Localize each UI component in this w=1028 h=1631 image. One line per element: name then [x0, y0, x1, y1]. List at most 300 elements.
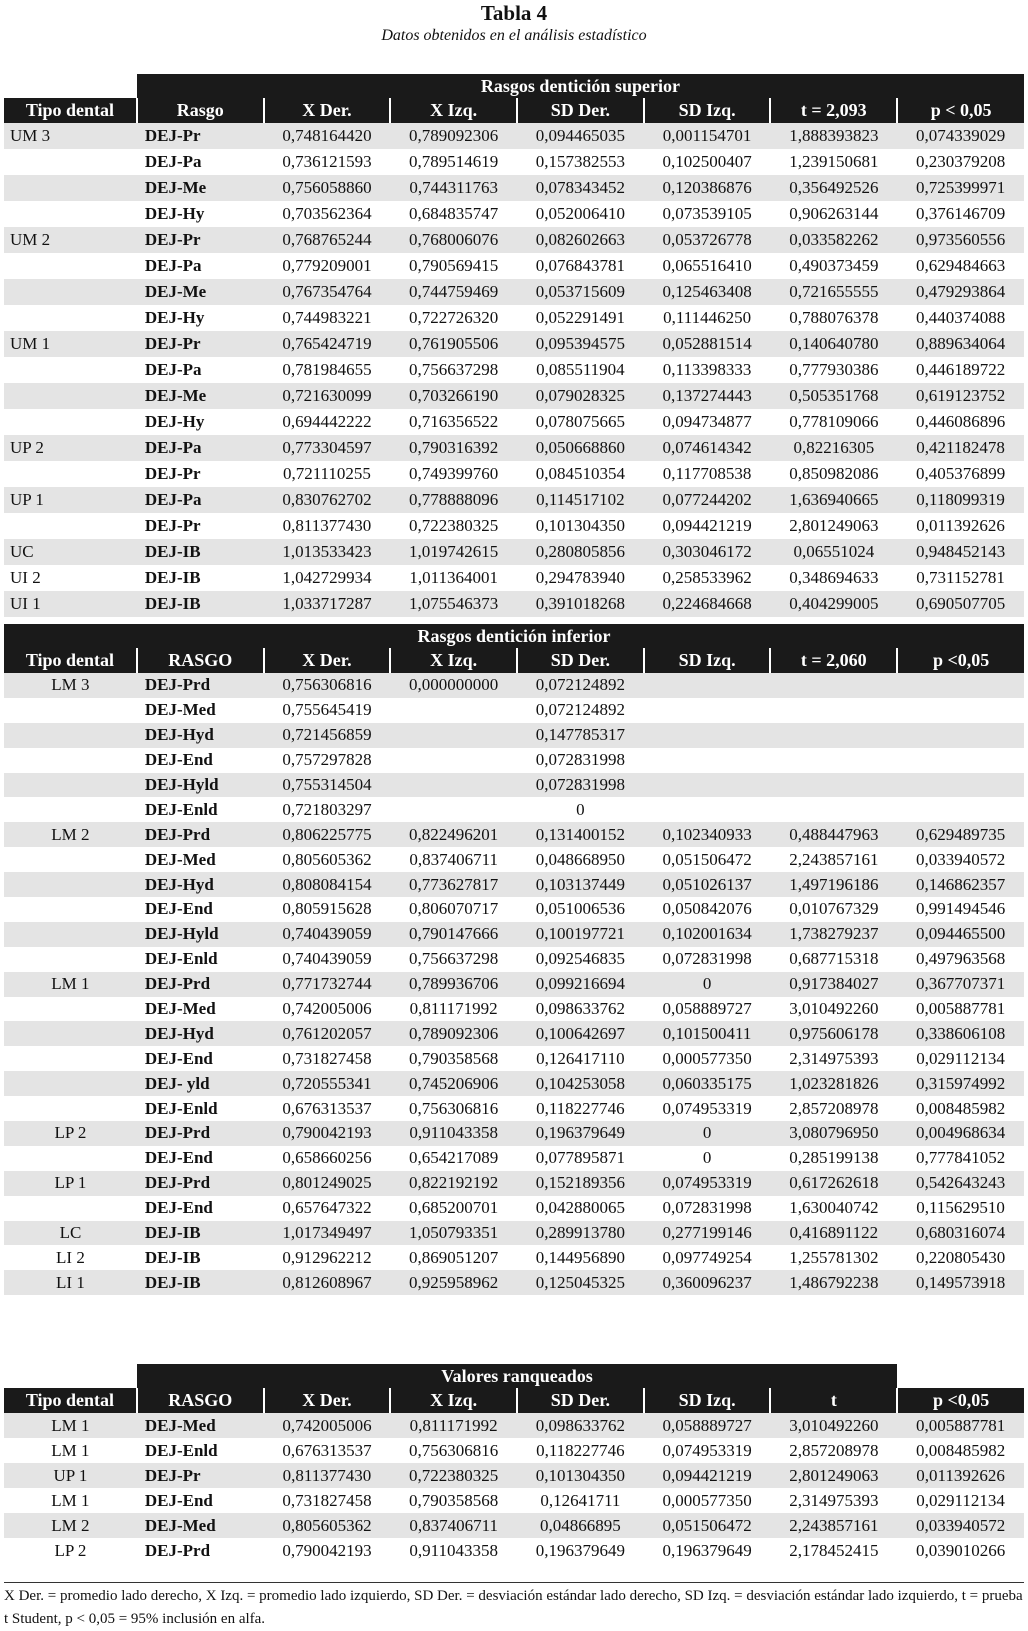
superior-table-body — [4, 123, 1024, 617]
value-cell: 0,098633762 — [535, 999, 625, 1019]
table-row — [4, 723, 1024, 748]
value-cell: 0,051006536 — [535, 899, 625, 919]
trait-cell: DEJ-Hyd — [144, 874, 214, 894]
value-cell: 0,722726320 — [409, 308, 499, 327]
trait-cell: DEJ-Pa — [144, 152, 202, 171]
tooth-type-cell: UM 1 — [10, 334, 51, 353]
column-header: X Izq. — [390, 648, 517, 673]
tooth-type-cell — [4, 922, 137, 947]
trait-cell: DEJ-IB — [144, 594, 201, 613]
value-cell: 0,120386876 — [662, 178, 752, 197]
value-cell: 0,917384027 — [789, 974, 879, 994]
value-cell: 0,072831998 — [535, 750, 625, 770]
value-cell: 0,101304350 — [535, 1465, 625, 1485]
value-cell: 0,06551024 — [793, 542, 875, 561]
value-cell: 0,072124892 — [535, 675, 625, 695]
column-header: X Der. — [264, 648, 391, 673]
inferior-group-header: Rasgos dentición inferior — [4, 624, 1024, 648]
tooth-type-cell — [4, 409, 137, 435]
tooth-type-cell: UM 3 — [10, 126, 51, 145]
value-cell: 0,125045325 — [535, 1272, 625, 1292]
value-cell: 0,745206906 — [409, 1073, 499, 1093]
value-cell: 0,948452143 — [915, 542, 1006, 561]
tooth-type-cell — [4, 698, 137, 723]
value-cell: 0,801249025 — [282, 1173, 372, 1193]
trait-cell: DEJ-Enld — [144, 799, 218, 819]
value-cell: 0,338606108 — [915, 1023, 1006, 1043]
tooth-type-cell: UC — [10, 542, 34, 561]
value-cell: 0,790042193 — [282, 1540, 372, 1560]
table-row — [4, 279, 1024, 305]
trait-cell: DEJ-Pr — [144, 516, 201, 535]
tooth-type-cell — [4, 1146, 137, 1171]
value-cell: 0,889634064 — [915, 334, 1006, 353]
table-row — [4, 1196, 1024, 1221]
tooth-type-cell — [4, 279, 137, 305]
trait-cell: DEJ-End — [144, 1148, 213, 1168]
value-cell: 0,149573918 — [915, 1272, 1006, 1292]
value-cell — [390, 723, 517, 748]
value-cell: 0,118227746 — [536, 1098, 625, 1118]
trait-cell: DEJ-Pr — [144, 126, 201, 145]
column-header: RASGO — [137, 1388, 264, 1413]
column-header: SD Der. — [517, 1388, 644, 1413]
table-row — [4, 947, 1024, 972]
value-cell: 0,479293864 — [915, 282, 1006, 301]
value-cell: 1,017349497 — [282, 1223, 372, 1243]
trait-cell: DEJ-Hyd — [144, 1023, 214, 1043]
value-cell — [644, 748, 771, 773]
tooth-type-cell — [4, 872, 137, 897]
value-cell: 0,629489735 — [915, 824, 1006, 844]
table-row — [4, 673, 1024, 698]
value-cell: 0,755314504 — [282, 775, 372, 794]
value-cell: 0,078343452 — [535, 178, 625, 197]
value-cell: 0,052291491 — [535, 308, 625, 327]
table-row — [4, 773, 1024, 798]
value-cell: 0,144956890 — [535, 1247, 625, 1267]
value-cell — [770, 748, 897, 773]
column-header: RASGO — [137, 648, 264, 673]
trait-cell: DEJ-Enld — [144, 949, 218, 969]
value-cell: 0,367707371 — [915, 974, 1006, 994]
value-cell: 0,778888096 — [409, 490, 499, 509]
value-cell: 0,657647322 — [282, 1198, 372, 1218]
table-row — [4, 1538, 1024, 1563]
inferior-dentition-table — [4, 624, 1024, 1295]
value-cell — [644, 773, 771, 798]
value-cell: 0,756637298 — [409, 949, 499, 969]
value-cell: 0,767354764 — [282, 282, 372, 301]
table-row — [4, 922, 1024, 947]
value-cell: 0,789092306 — [409, 1023, 499, 1043]
table-row — [4, 872, 1024, 897]
value-cell — [897, 797, 1024, 822]
value-cell: 0,756306816 — [409, 1098, 499, 1118]
tooth-type-cell: LI 1 — [56, 1272, 85, 1292]
value-cell — [897, 748, 1024, 773]
value-cell: 0,761202057 — [282, 1023, 372, 1043]
table-row — [4, 698, 1024, 723]
value-cell: 0,778109066 — [789, 412, 879, 431]
trait-cell: DEJ-Prd — [144, 1123, 211, 1143]
column-header: Tipo dental — [4, 1388, 137, 1413]
value-cell: 0 — [702, 974, 712, 994]
value-cell: 0,742005006 — [282, 1415, 372, 1435]
value-cell: 0,721803297 — [282, 799, 372, 819]
trait-cell: DEJ-IB — [144, 542, 201, 561]
trait-cell: DEJ-Hy — [144, 308, 205, 327]
value-cell: 0,073539105 — [662, 204, 752, 223]
column-header: p < 0,05 — [897, 98, 1024, 123]
value-cell: 0,676313537 — [282, 1440, 372, 1460]
value-cell: 0,756637298 — [409, 360, 499, 379]
column-header: X Der. — [264, 1388, 391, 1413]
table-row — [4, 1071, 1024, 1096]
value-cell: 0,808084154 — [282, 874, 372, 894]
value-cell: 0,779209001 — [282, 256, 372, 275]
value-cell: 0,005887781 — [915, 1415, 1006, 1435]
table-row — [4, 123, 1024, 149]
value-cell: 0,029112134 — [916, 1048, 1005, 1068]
value-cell: 0,098633762 — [535, 1415, 625, 1435]
value-cell — [770, 673, 897, 698]
value-cell: 0,230379208 — [915, 152, 1006, 171]
value-cell: 0,771732744 — [282, 974, 372, 994]
value-cell: 0,131400152 — [535, 824, 625, 844]
table-row — [4, 461, 1024, 487]
tooth-type-cell — [4, 1196, 137, 1221]
value-cell: 0,850982086 — [789, 464, 879, 483]
value-cell: 0,742005006 — [282, 999, 372, 1019]
trait-cell: DEJ-Med — [144, 1415, 216, 1435]
value-cell: 2,243857161 — [789, 1515, 879, 1535]
value-cell: 0,376146709 — [915, 204, 1006, 223]
table-row — [4, 1046, 1024, 1071]
tooth-type-cell — [4, 305, 137, 331]
table-row — [4, 175, 1024, 201]
ranked-group-header: Valores ranqueados — [137, 1364, 897, 1388]
trait-cell: DEJ-Hyld — [144, 775, 219, 794]
value-cell: 0,033940572 — [915, 1515, 1006, 1535]
value-cell: 0,000000000 — [409, 675, 499, 695]
value-cell: 0,805915628 — [282, 899, 372, 919]
value-cell: 0,102500407 — [662, 152, 752, 171]
value-cell: 0,687715318 — [789, 949, 879, 969]
tooth-type-cell: LI 2 — [56, 1247, 85, 1267]
tooth-type-cell: LP 1 — [54, 1173, 87, 1193]
trait-cell: DEJ-Hyld — [144, 924, 219, 944]
trait-cell: DEJ-Prd — [144, 675, 211, 695]
value-cell: 1,023281826 — [789, 1073, 879, 1093]
tooth-type-cell — [4, 383, 137, 409]
value-cell: 1,019742615 — [409, 542, 499, 561]
value-cell: 0,348694633 — [789, 568, 879, 587]
value-cell: 0,113398333 — [662, 360, 752, 379]
trait-cell: DEJ-Pa — [144, 438, 202, 457]
value-cell: 0,680316074 — [915, 1223, 1006, 1243]
value-cell: 0,094421219 — [662, 516, 752, 535]
trait-cell: DEJ-IB — [144, 568, 201, 587]
value-cell: 1,050793351 — [409, 1223, 499, 1243]
table-row — [4, 1221, 1024, 1246]
value-cell: 0,114517102 — [536, 490, 625, 509]
table-row — [4, 383, 1024, 409]
value-cell: 0,052006410 — [535, 204, 625, 223]
value-cell: 0,004968634 — [915, 1123, 1006, 1143]
value-cell: 1,042729934 — [282, 568, 372, 587]
value-cell: 0,125463408 — [662, 282, 752, 301]
column-header: p <0,05 — [897, 1388, 1024, 1413]
table-row — [4, 487, 1024, 513]
value-cell: 0,115629510 — [916, 1198, 1005, 1218]
value-cell: 0,805605362 — [282, 1515, 372, 1535]
value-cell: 0,790569415 — [409, 256, 499, 275]
value-cell: 0,076843781 — [535, 256, 625, 275]
value-cell: 0,757297828 — [282, 750, 372, 770]
value-cell: 0,196379649 — [535, 1540, 625, 1560]
value-cell: 0,360096237 — [662, 1272, 752, 1292]
value-cell: 0,033582262 — [789, 230, 879, 249]
value-cell: 0,811377430 — [282, 1465, 372, 1485]
value-cell: 0,906263144 — [789, 204, 879, 223]
table-row — [4, 227, 1024, 253]
table-row — [4, 539, 1024, 565]
value-cell: 0,074339029 — [915, 126, 1006, 145]
value-cell: 0,303046172 — [662, 542, 752, 561]
value-cell — [897, 773, 1024, 798]
value-cell: 0,731827458 — [282, 1490, 372, 1510]
value-cell: 1,738279237 — [789, 924, 879, 944]
value-cell — [770, 797, 897, 822]
table-row — [4, 797, 1024, 822]
value-cell — [897, 673, 1024, 698]
table-row — [4, 331, 1024, 357]
table-row — [4, 409, 1024, 435]
value-cell: 0,822496201 — [409, 824, 499, 844]
value-cell: 0,446086896 — [915, 412, 1006, 431]
trait-cell: DEJ-Me — [144, 386, 207, 405]
column-header: SD Der. — [517, 648, 644, 673]
value-cell: 0,100197721 — [535, 924, 625, 944]
table-row — [4, 822, 1024, 847]
value-cell: 0,008485982 — [915, 1440, 1006, 1460]
value-cell: 0,811171992 — [409, 1415, 498, 1435]
trait-cell: DEJ-Med — [144, 849, 216, 869]
table-row — [4, 1021, 1024, 1046]
value-cell: 0,722380325 — [409, 516, 499, 535]
column-header: SD Izq. — [644, 648, 771, 673]
value-cell: 0,100642697 — [535, 1023, 625, 1043]
value-cell: 0,837406711 — [409, 849, 498, 869]
value-cell: 0,001154701 — [662, 126, 752, 145]
value-cell: 0,505351768 — [789, 386, 879, 405]
column-header: X Der. — [264, 98, 391, 123]
value-cell: 0,060335175 — [662, 1073, 752, 1093]
value-cell: 0,053715609 — [535, 282, 625, 301]
table-row — [4, 435, 1024, 461]
trait-cell: DEJ-Pr — [144, 464, 201, 483]
trait-cell: DEJ-Me — [144, 178, 207, 197]
column-header: SD Izq. — [644, 1388, 771, 1413]
value-cell: 0,405376899 — [915, 464, 1006, 483]
value-cell: 0,629484663 — [915, 256, 1006, 275]
value-cell: 0,790316392 — [409, 438, 499, 457]
value-cell: 0,111446250 — [663, 308, 752, 327]
value-cell: 0,097749254 — [662, 1247, 752, 1267]
value-cell: 0,812608967 — [282, 1272, 372, 1292]
value-cell: 0,731827458 — [282, 1048, 372, 1068]
value-cell: 0,196379649 — [662, 1540, 752, 1560]
tooth-type-cell: UM 2 — [10, 230, 51, 249]
value-cell: 0,722380325 — [409, 1465, 499, 1485]
value-cell: 0 — [702, 1148, 712, 1168]
value-cell: 0,768765244 — [282, 230, 372, 249]
trait-cell: DEJ-Med — [144, 700, 216, 720]
column-header: p <0,05 — [897, 648, 1024, 673]
trait-cell: DEJ-Me — [144, 282, 207, 301]
value-cell: 0,103137449 — [535, 874, 625, 894]
tooth-type-cell — [4, 1071, 137, 1096]
superior-dentition-table — [4, 74, 1024, 617]
tooth-type-cell — [4, 149, 137, 175]
value-cell: 0,052881514 — [662, 334, 752, 353]
value-cell: 0,010767329 — [789, 899, 879, 919]
value-cell: 0 — [576, 799, 585, 819]
value-cell: 3,080796950 — [789, 1123, 879, 1143]
value-cell — [390, 797, 517, 822]
value-cell: 2,801249063 — [789, 516, 879, 535]
value-cell: 0,740439059 — [282, 949, 372, 969]
value-cell: 0,805605362 — [282, 849, 372, 869]
value-cell: 0,053726778 — [662, 230, 752, 249]
value-cell: 0,749399760 — [409, 464, 499, 483]
value-cell — [897, 723, 1024, 748]
value-cell: 1,630040742 — [789, 1198, 879, 1218]
value-cell: 0,756306816 — [409, 1440, 499, 1460]
value-cell: 0,490373459 — [789, 256, 879, 275]
value-cell: 0,077895871 — [535, 1148, 625, 1168]
value-cell: 0,000577350 — [662, 1048, 752, 1068]
table-row — [4, 357, 1024, 383]
value-cell: 0,048668950 — [535, 849, 625, 869]
value-cell: 0,101500411 — [662, 1023, 752, 1043]
table-row — [4, 1438, 1024, 1463]
value-cell: 0,416891122 — [789, 1223, 879, 1243]
trait-cell: DEJ-Pr — [144, 230, 201, 249]
value-cell: 0,005887781 — [915, 999, 1006, 1019]
value-cell: 0,118099319 — [916, 490, 1005, 509]
value-cell: 0,126417110 — [536, 1048, 625, 1068]
value-cell — [644, 723, 771, 748]
value-cell: 0,781984655 — [282, 360, 372, 379]
value-cell: 0,725399971 — [915, 178, 1006, 197]
value-cell: 0,058889727 — [662, 999, 752, 1019]
value-cell: 0,356492526 — [789, 178, 879, 197]
tooth-type-cell: UP 2 — [10, 438, 44, 457]
value-cell: 0,720555341 — [282, 1073, 372, 1093]
column-header-row — [4, 648, 1024, 673]
value-cell: 1,255781302 — [789, 1247, 879, 1267]
table-row — [4, 201, 1024, 227]
value-cell: 0,991494546 — [915, 899, 1006, 919]
value-cell: 1,013533423 — [282, 542, 372, 561]
value-cell: 0,277199146 — [662, 1223, 752, 1243]
value-cell: 0,744311763 — [409, 178, 498, 197]
value-cell — [390, 748, 517, 773]
value-cell: 0,258533962 — [662, 568, 752, 587]
value-cell: 0,094465035 — [535, 126, 625, 145]
value-cell: 0,975606178 — [789, 1023, 879, 1043]
column-header: t — [770, 1388, 897, 1413]
value-cell: 0,748164420 — [282, 126, 372, 145]
value-cell: 0,740439059 — [282, 924, 372, 944]
value-cell: 0,684835747 — [409, 204, 499, 223]
value-cell: 0,077244202 — [662, 490, 752, 509]
trait-cell: DEJ-End — [144, 750, 213, 770]
value-cell: 2,178452415 — [789, 1540, 879, 1560]
value-cell: 0,094465500 — [915, 924, 1006, 944]
column-header: SD Izq. — [644, 98, 771, 123]
value-cell: 0,079028325 — [535, 386, 625, 405]
tooth-type-cell: LC — [59, 1223, 82, 1243]
tooth-type-cell: UP 1 — [10, 490, 44, 509]
table-row — [4, 1096, 1024, 1121]
table-row — [4, 847, 1024, 872]
value-cell: 1,075546373 — [409, 594, 499, 613]
value-cell: 0,788076378 — [789, 308, 879, 327]
value-cell: 0,082602663 — [535, 230, 625, 249]
value-cell: 0,074953319 — [662, 1440, 752, 1460]
table-row — [4, 1413, 1024, 1438]
value-cell: 2,314975393 — [789, 1490, 879, 1510]
value-cell: 0,82216305 — [793, 438, 875, 457]
value-cell: 0,685200701 — [409, 1198, 499, 1218]
value-cell: 0,008485982 — [915, 1098, 1006, 1118]
trait-cell: DEJ- yld — [144, 1073, 210, 1093]
tooth-type-cell — [4, 1021, 137, 1046]
value-cell: 1,497196186 — [789, 874, 879, 894]
table-row — [4, 748, 1024, 773]
value-cell: 0,102340933 — [662, 824, 752, 844]
tooth-type-cell — [4, 748, 137, 773]
value-cell: 0,058889727 — [662, 1415, 752, 1435]
trait-cell: DEJ-Pa — [144, 256, 202, 275]
value-cell: 0,912962212 — [282, 1247, 372, 1267]
value-cell: 0,756306816 — [282, 675, 372, 695]
value-cell: 0,973560556 — [915, 230, 1006, 249]
value-cell: 0,099216694 — [535, 974, 625, 994]
table-row — [4, 997, 1024, 1022]
trait-cell: DEJ-Enld — [144, 1440, 218, 1460]
value-cell: 0,074953319 — [662, 1098, 752, 1118]
value-cell: 0,837406711 — [409, 1515, 498, 1535]
value-cell: 0,768006076 — [409, 230, 499, 249]
trait-cell: DEJ-IB — [144, 1247, 201, 1267]
value-cell: 0,152189356 — [535, 1173, 625, 1193]
value-cell: 0,074953319 — [662, 1173, 752, 1193]
value-cell: 0,721630099 — [282, 386, 372, 405]
value-cell: 0,315974992 — [915, 1073, 1006, 1093]
table-row — [4, 149, 1024, 175]
tooth-type-cell — [4, 947, 137, 972]
trait-cell: DEJ-IB — [144, 1223, 201, 1243]
value-cell: 0,12641711 — [540, 1490, 621, 1510]
value-cell: 0,806070717 — [409, 899, 499, 919]
column-header: Tipo dental — [4, 98, 137, 123]
value-cell: 3,010492260 — [789, 1415, 879, 1435]
tooth-type-cell — [4, 1096, 137, 1121]
